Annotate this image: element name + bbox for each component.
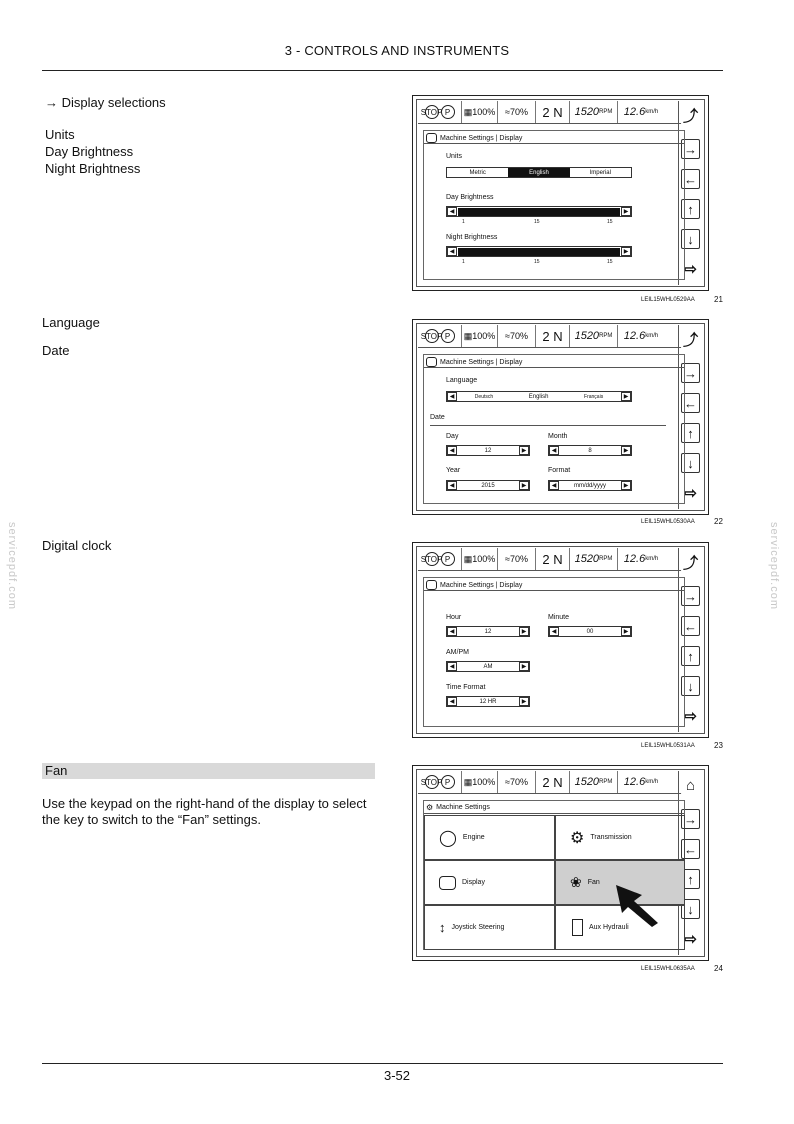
- figure-23-caption: LEIL15WHL0531AA: [641, 743, 695, 749]
- ampm-label: AM/PM: [446, 649, 469, 656]
- enter-button[interactable]: ⇨: [681, 929, 700, 949]
- decrease-icon[interactable]: ◀: [549, 481, 559, 490]
- fuel-icon: ▦: [463, 106, 473, 117]
- watermark-right: servicepdf.com: [767, 522, 780, 610]
- up-arrow-button[interactable]: ↑: [681, 199, 700, 219]
- date-label: Date: [430, 414, 445, 421]
- decrease-icon[interactable]: ◀: [447, 662, 457, 671]
- panel-title: Machine Settings | Display: [426, 133, 522, 143]
- month-value: 8: [588, 447, 592, 454]
- speed-unit: km/h: [645, 109, 659, 115]
- time-format-stepper[interactable]: [446, 696, 530, 707]
- slider-fill: [458, 208, 620, 216]
- page-header-title: 3 - CONTROLS AND INSTRUMENTS: [284, 43, 510, 58]
- decrease-icon[interactable]: ◀: [447, 481, 457, 490]
- figure-22-screen: [412, 319, 709, 515]
- gear-indicator: 2 N: [536, 771, 570, 793]
- tick-label: 1: [462, 259, 465, 265]
- language-selector[interactable]: [446, 391, 632, 402]
- rpm-value: 1520: [574, 106, 600, 118]
- def-icon: ≈: [505, 554, 510, 564]
- ampm-stepper[interactable]: [446, 661, 530, 672]
- figure-24-caption: LEIL15WHL0635AA: [641, 966, 695, 972]
- left-arrow-button[interactable]: ←: [681, 393, 700, 413]
- panel-title: Machine Settings | Display: [426, 580, 522, 590]
- park-icon: P: [441, 552, 455, 566]
- back-button[interactable]: ⤴: [681, 552, 700, 572]
- menu-transmission-label: Transmission: [590, 834, 632, 841]
- speed-value: 12.6: [623, 106, 646, 118]
- day-label: Day: [446, 433, 459, 440]
- pointer-arrow-icon: [614, 883, 664, 929]
- menu-joystick-label: Joystick Steering: [451, 924, 505, 931]
- fan-section-heading: Fan: [42, 763, 375, 779]
- units-option-metric[interactable]: Metric: [469, 169, 486, 176]
- units-option-imperial[interactable]: Imperial: [589, 169, 611, 176]
- increase-icon[interactable]: ▶: [621, 247, 631, 256]
- rpm-unit: RPM: [599, 779, 613, 785]
- rpm-value: 1520: [574, 553, 600, 565]
- display-selections-heading: → Display selections: [45, 95, 166, 110]
- settings-panel: [423, 577, 685, 727]
- gear-indicator: 2 N: [536, 325, 570, 347]
- back-button[interactable]: ⤴: [681, 105, 700, 125]
- right-arrow-button[interactable]: →: [681, 809, 700, 829]
- display-icon: [426, 580, 437, 590]
- def-level: 70%: [509, 331, 528, 341]
- enter-button[interactable]: ⇨: [681, 706, 700, 726]
- def-level: 70%: [509, 554, 528, 564]
- stop-icon: STOP: [425, 105, 439, 119]
- settings-panel: [423, 800, 685, 950]
- aux-hydraulic-icon: [572, 919, 583, 936]
- page-number: 3-52: [383, 1068, 411, 1083]
- figure-21-screen: [412, 95, 709, 291]
- minute-value: 00: [586, 628, 594, 635]
- status-bar: [418, 325, 686, 348]
- increase-icon[interactable]: ▶: [621, 207, 631, 216]
- decrease-icon[interactable]: ◀: [447, 247, 457, 256]
- language-option-english[interactable]: English: [528, 393, 549, 400]
- rpm-value: 1520: [574, 776, 600, 788]
- units-selector[interactable]: [446, 167, 632, 178]
- decrease-icon[interactable]: ◀: [549, 446, 559, 455]
- display-icon: [426, 357, 437, 367]
- time-format-value: 12 HR: [479, 698, 497, 705]
- tick-label: 1: [462, 219, 465, 225]
- gear-indicator: 2 N: [536, 548, 570, 570]
- stop-icon: STOP: [425, 775, 439, 789]
- enter-button[interactable]: ⇨: [681, 259, 700, 279]
- figure-24-number: 24: [714, 964, 723, 973]
- down-arrow-button[interactable]: ↓: [681, 229, 700, 249]
- increase-icon[interactable]: ▶: [621, 481, 631, 490]
- gear-indicator: 2 N: [536, 101, 570, 123]
- item-language: Language: [42, 315, 100, 330]
- language-option-francais[interactable]: Français: [584, 393, 604, 400]
- minute-label: Minute: [548, 614, 570, 621]
- speed-unit: km/h: [645, 779, 659, 785]
- fuel-level: 100%: [472, 777, 496, 787]
- menu-engine[interactable]: [424, 815, 555, 860]
- hour-value: 12: [484, 628, 492, 635]
- minute-stepper[interactable]: [548, 626, 632, 637]
- def-level: 70%: [509, 107, 528, 117]
- menu-display-label: Display: [462, 879, 485, 886]
- menu-transmission[interactable]: [555, 815, 685, 860]
- decrease-icon[interactable]: ◀: [549, 627, 559, 636]
- status-bar: [418, 771, 686, 794]
- figure-23-number: 23: [714, 741, 723, 750]
- fuel-icon: ▦: [463, 553, 473, 564]
- home-icon[interactable]: ⌂: [681, 775, 700, 795]
- increase-icon[interactable]: ▶: [519, 481, 529, 490]
- status-bar: [418, 548, 686, 571]
- def-level: 70%: [509, 777, 528, 787]
- up-arrow-button[interactable]: ↑: [681, 646, 700, 666]
- right-arrow-button[interactable]: →: [681, 139, 700, 159]
- park-icon: P: [441, 775, 455, 789]
- format-value: mm/dd/yyyy: [573, 482, 606, 489]
- year-value: 2015: [481, 482, 495, 489]
- decrease-icon[interactable]: ◀: [447, 627, 457, 636]
- increase-icon[interactable]: ▶: [519, 697, 529, 706]
- day-brightness-label: Day Brightness: [446, 194, 494, 201]
- fuel-level: 100%: [472, 554, 496, 564]
- up-arrow-button[interactable]: ↑: [681, 423, 700, 443]
- settings-panel: [423, 130, 685, 280]
- speed-unit: km/h: [645, 556, 659, 562]
- decrease-icon[interactable]: ◀: [447, 392, 457, 401]
- panel-title: ⚙ Machine Settings: [426, 803, 490, 812]
- park-icon: P: [441, 105, 455, 119]
- item-units: Units: [45, 127, 75, 142]
- menu-aux-label: Aux Hydrauli: [589, 924, 629, 931]
- increase-icon[interactable]: ▶: [519, 627, 529, 636]
- month-stepper[interactable]: [548, 445, 632, 456]
- ampm-value: AM: [483, 663, 493, 670]
- item-night-brightness: Night Brightness: [45, 161, 141, 176]
- item-digital-clock: Digital clock: [42, 538, 112, 553]
- increase-icon[interactable]: ▶: [621, 627, 631, 636]
- decrease-icon[interactable]: ◀: [447, 446, 457, 455]
- language-option-deutsch[interactable]: Deutsch: [474, 393, 494, 400]
- fan-icon: ❀: [570, 874, 582, 890]
- figure-21-number: 21: [714, 295, 723, 304]
- rpm-unit: RPM: [599, 333, 613, 339]
- year-label: Year: [446, 467, 461, 474]
- units-label: Units: [446, 153, 462, 160]
- language-label: Language: [446, 377, 478, 384]
- hour-stepper[interactable]: [446, 626, 530, 637]
- item-day-brightness: Day Brightness: [45, 144, 134, 159]
- figure-22-caption: LEIL15WHL0530AA: [641, 519, 695, 525]
- rpm-unit: RPM: [599, 109, 613, 115]
- settings-panel: [423, 354, 685, 504]
- tick-label: 15: [534, 259, 540, 265]
- stop-icon: STOP: [425, 329, 439, 343]
- menu-fan-label: Fan: [587, 879, 600, 886]
- fuel-level: 100%: [472, 107, 496, 117]
- decrease-icon[interactable]: ◀: [447, 697, 457, 706]
- speed-unit: km/h: [645, 333, 659, 339]
- gear-icon: ⚙: [570, 829, 585, 847]
- night-brightness-slider[interactable]: [446, 246, 632, 257]
- fuel-icon: ▦: [463, 330, 473, 341]
- down-arrow-button[interactable]: ↓: [681, 899, 700, 919]
- def-icon: ≈: [505, 331, 510, 341]
- right-arrow-button[interactable]: →: [681, 363, 700, 383]
- units-option-english[interactable]: English: [508, 168, 569, 177]
- speed-value: 12.6: [623, 330, 646, 342]
- left-arrow-button[interactable]: ←: [681, 169, 700, 189]
- joystick-icon: ↕: [439, 920, 446, 935]
- enter-button[interactable]: ⇨: [681, 483, 700, 503]
- display-icon: [426, 133, 437, 143]
- rpm-unit: RPM: [599, 556, 613, 562]
- year-stepper[interactable]: [446, 480, 530, 491]
- up-arrow-button[interactable]: ↑: [681, 869, 700, 889]
- down-arrow-button[interactable]: ↓: [681, 676, 700, 696]
- figure-21-caption: LEIL15WHL0529AA: [641, 297, 695, 303]
- down-arrow-button[interactable]: ↓: [681, 453, 700, 473]
- footer-rule: [42, 1063, 723, 1064]
- speed-value: 12.6: [623, 776, 646, 788]
- increase-icon[interactable]: ▶: [621, 446, 631, 455]
- left-arrow-button[interactable]: ←: [681, 616, 700, 636]
- right-arrow-button[interactable]: →: [681, 586, 700, 606]
- increase-icon[interactable]: ▶: [519, 446, 529, 455]
- display-icon: [439, 876, 456, 890]
- day-value: 12: [484, 447, 492, 454]
- increase-icon[interactable]: ▶: [621, 392, 631, 401]
- format-label: Format: [548, 467, 571, 474]
- tick-label: 15: [607, 219, 613, 225]
- watermark-left: servicepdf.com: [5, 522, 18, 610]
- slider-fill: [458, 248, 620, 256]
- menu-display[interactable]: [424, 860, 555, 905]
- increase-icon[interactable]: ▶: [519, 662, 529, 671]
- def-icon: ≈: [505, 107, 510, 117]
- menu-joystick-steering[interactable]: [424, 905, 555, 950]
- settings-icon: ⚙: [426, 803, 434, 812]
- tick-label: 15: [607, 259, 613, 265]
- park-icon: P: [441, 329, 455, 343]
- figure-23-screen: [412, 542, 709, 738]
- figure-22-number: 22: [714, 517, 723, 526]
- night-brightness-label: Night Brightness: [446, 234, 498, 241]
- figure-24-screen: [412, 765, 709, 961]
- format-stepper[interactable]: [548, 480, 632, 491]
- engine-icon: ◯: [439, 829, 457, 847]
- fuel-level: 100%: [472, 331, 496, 341]
- fan-description: Use the keypad on the right-hand of the display to select the key to switch to the “Fan” settings.: [42, 796, 367, 827]
- status-bar: [418, 101, 686, 124]
- day-brightness-slider[interactable]: [446, 206, 632, 217]
- menu-engine-label: Engine: [462, 834, 485, 841]
- fuel-icon: ▦: [463, 776, 473, 787]
- item-date: Date: [42, 343, 70, 358]
- hour-label: Hour: [446, 614, 462, 621]
- header-rule: [42, 70, 723, 71]
- month-label: Month: [548, 433, 568, 440]
- tick-label: 15: [534, 219, 540, 225]
- def-icon: ≈: [505, 777, 510, 787]
- day-stepper[interactable]: [446, 445, 530, 456]
- back-button[interactable]: ⤴: [681, 329, 700, 349]
- speed-value: 12.6: [623, 553, 646, 565]
- rpm-value: 1520: [574, 330, 600, 342]
- stop-icon: STOP: [425, 552, 439, 566]
- decrease-icon[interactable]: ◀: [447, 207, 457, 216]
- left-arrow-button[interactable]: ←: [681, 839, 700, 859]
- panel-title: Machine Settings | Display: [426, 357, 522, 367]
- time-format-label: Time Format: [446, 684, 486, 691]
